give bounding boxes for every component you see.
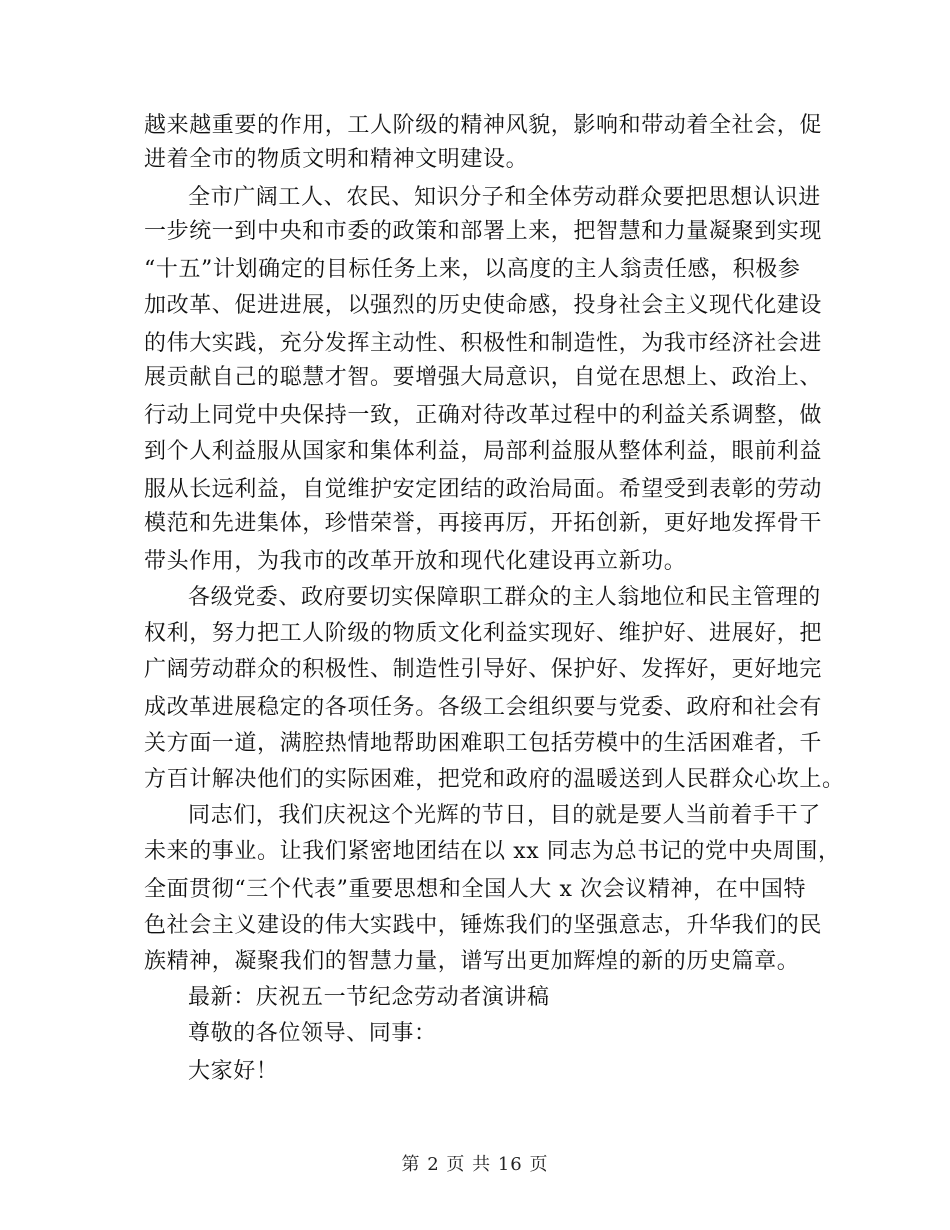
salutation: 尊敬的各位领导、同事： [188,1021,437,1046]
body-text-line: 方百计解决他们的实际困难，把党和政府的温暖送到人民群众心坎上。 [144,767,845,792]
body-text-line: 色社会主义建设的伟大实践中，锤炼我们的坚强意志，升华我们的民 [144,913,823,938]
body-text-line: “十五”计划确定的目标任务上来，以高度的主人翁责任感，积极参 [144,257,801,282]
body-text-line: 带头作用，为我市的改革开放和现代化建设再立新功。 [144,549,687,574]
page-number-footer: 第 2 页 共 16 页 [401,1154,549,1175]
body-text-line: 到个人利益服从国家和集体利益，局部利益服从整体利益，眼前利益 [144,439,823,464]
body-text-line: 关方面一道，满腔热情地帮助困难职工包括劳模中的生活困难者，千 [144,731,823,756]
body-text-line: 服从长远利益，自觉维护安定团结的政治局面。希望受到表彰的劳动 [144,477,823,502]
body-text-line: 的伟大实践，充分发挥主动性、积极性和制造性，为我市经济社会进 [144,331,823,356]
body-text-line: 一步统一到中央和市委的政策和部署上来，把智慧和力量凝聚到实现 [144,219,823,244]
section-heading: 最新：庆祝五一节纪念劳动者演讲稿 [188,985,550,1010]
body-text-line: 各级党委、政府要切实保障职工群众的主人翁地位和民主管理的 [188,585,821,610]
body-text-line: 同志们，我们庆祝这个光辉的节日，目的就是要人当前着手干了 [188,803,821,828]
body-text-line: 全市广阔工人、农民、知识分子和全体劳动群众要把思想认识进 [188,185,821,210]
body-text-line: 行动上同党中央保持一致，正确对待改革过程中的利益关系调整，做 [144,403,823,428]
body-text-line: 未来的事业。让我们紧密地团结在以 xx 同志为总书记的党中央周围， [144,839,841,864]
body-text-line: 越来越重要的作用，工人阶级的精神风貌，影响和带动着全社会，促 [144,113,823,138]
body-text-line: 全面贯彻“三个代表”重要思想和全国人大 x 次会议精神，在中国特 [144,877,807,902]
body-text-line: 进着全市的物质文明和精神文明建设。 [144,147,529,172]
body-text-line: 族精神，凝聚我们的智慧力量，谱写出更加辉煌的新的历史篇章。 [144,949,800,974]
body-text-line: 广阔劳动群众的积极性、制造性引导好、保护好、发挥好，更好地完 [144,657,823,682]
body-text-line: 成改革进展稳定的各项任务。各级工会组织要与党委、政府和社会有 [144,695,823,720]
body-text-line: 展贡献自己的聪慧才智。要增强大局意识，自觉在思想上、政治上、 [144,365,823,390]
body-text-line: 模范和先进集体，珍惜荣誉，再接再厉，开拓创新，更好地发挥骨干 [144,511,823,536]
body-text-line: 权利，努力把工人阶级的物质文化利益实现好、维护好、进展好，把 [144,621,823,646]
body-text-line: 加改革、促进进展，以强烈的历史使命感，投身社会主义现代化建设 [144,293,823,318]
greeting: 大家好！ [188,1059,279,1084]
